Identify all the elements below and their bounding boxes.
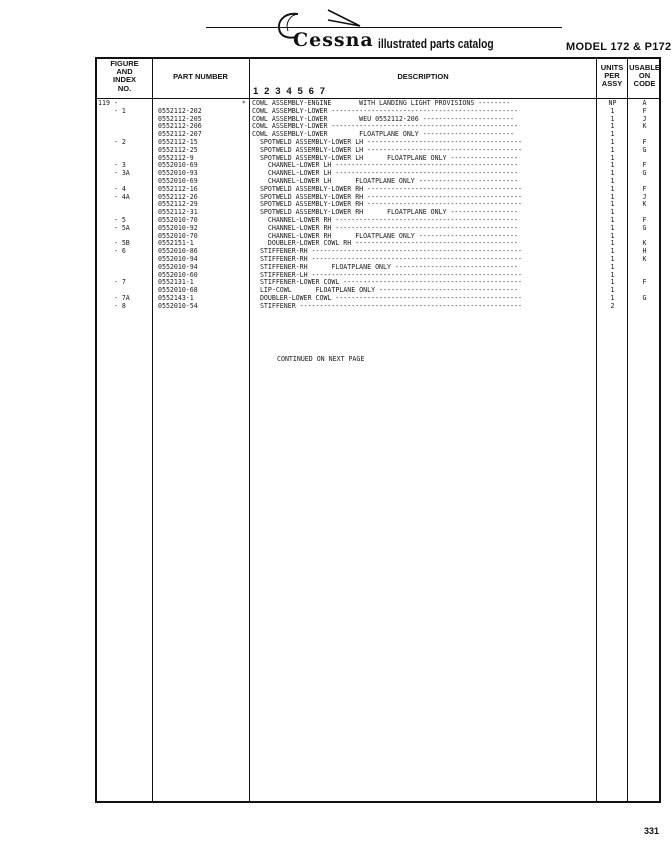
units-per-assy-cell: 1 [610, 215, 615, 224]
logo-wordmark: Cessna [293, 29, 374, 51]
units-per-assy-cell: 1 [610, 161, 615, 170]
usable-code-cell: F [642, 161, 647, 170]
header-divider [95, 98, 661, 99]
continued-note: CONTINUED ON NEXT PAGE [277, 355, 365, 363]
description-cell: DOUBLER-LOWER COWL RH ----------------------------------------- [252, 240, 518, 248]
usable-code-cell: G [642, 169, 647, 178]
units-per-assy-cell: 1 [610, 293, 615, 302]
description-cell: SPOTWELD ASSEMBLY-LOWER RH FLOATPLANE ONLY ----------------- [252, 209, 518, 217]
units-per-assy-cell: 1 [610, 262, 615, 271]
figure-index-cell: - 7A [98, 293, 130, 302]
part-number-cell: 0552010-70 [158, 231, 198, 240]
units-per-assy-cell: 1 [610, 254, 615, 263]
units-per-assy-cell: NP [608, 99, 617, 107]
description-cell: STIFFENER-RH ----------------------------------------------------- [252, 255, 522, 263]
units-per-assy-cell: 1 [610, 184, 615, 193]
part-number-cell: 0552010-94 [158, 254, 198, 263]
part-number-cell: 0552010-86 [158, 247, 198, 256]
part-number-cell: 0552112-206 [158, 122, 202, 131]
table-row [0, 147, 672, 155]
part-number-cell: 0552010-94 [158, 262, 198, 271]
part-number-cell: 0552010-68 [158, 286, 198, 295]
units-per-assy-cell: 1 [610, 176, 615, 185]
description-cell: SPOTWELD ASSEMBLY-LOWER RH --------------------------------------- [252, 193, 522, 201]
units-per-assy-cell: 1 [610, 145, 615, 154]
usable-code-cell: F [642, 278, 647, 287]
figure-index-cell: - 1 [98, 106, 126, 115]
table-row [0, 116, 672, 124]
table-row [0, 225, 672, 233]
figure-index-cell: - 2 [98, 137, 126, 146]
usable-code-cell: J [642, 114, 647, 123]
description-cell: STIFFENER-RH ----------------------------------------------------- [252, 248, 522, 256]
description-cell: STIFFENER-LH ----------------------------------------------------- [252, 271, 522, 279]
usable-code-cell: H [642, 247, 647, 256]
units-column-header [597, 64, 627, 89]
header-line: UNITS [600, 63, 624, 72]
description-cell: COWL ASSEMBLY-LOWER WEU 0552112-206 ----------------------- [252, 115, 515, 123]
usable-code-cell: K [642, 200, 647, 209]
table-row [0, 201, 672, 209]
part-number-cell: 0552112-202 [158, 106, 202, 115]
part-number-cell: 0552112-29 [158, 200, 198, 209]
part-number-cell: 0552010-60 [158, 270, 198, 279]
units-per-assy-cell: 1 [610, 231, 615, 240]
units-per-assy-cell: 1 [610, 239, 615, 248]
header-line: NO. [117, 83, 132, 93]
units-per-assy-cell: 1 [610, 208, 615, 217]
part-number-cell: 0552010-69 [158, 161, 198, 170]
units-per-assy-cell: 1 [610, 130, 615, 139]
figure-index-cell: - 7 [98, 278, 126, 287]
description-cell: CHANNEL-LOWER RH ---------------------------------------------- [252, 216, 518, 224]
usable-code-column-header [628, 64, 661, 89]
catalog-title: illustrated parts catalog [378, 37, 494, 51]
header-line: USABLE [629, 63, 660, 72]
units-per-assy-cell: 1 [610, 200, 615, 209]
units-per-assy-cell: 1 [610, 114, 615, 123]
figure-index-cell: - 5B [98, 239, 130, 248]
description-cell: COWL ASSEMBLY-LOWER FLOATPLANE ONLY ----------------------- [252, 131, 515, 139]
part-number-cell: 0552112-9 [158, 153, 194, 162]
part-number-cell: 0552151-1 [158, 239, 194, 248]
description-cell: SPOTWELD ASSEMBLY-LOWER RH --------------------------------------- [252, 201, 522, 209]
units-per-assy-cell: 1 [610, 223, 615, 232]
header-line: INDEX [113, 75, 136, 85]
usable-code-cell: F [642, 215, 647, 224]
part-number-cell: 0552112-31 [158, 208, 198, 217]
usable-code-cell: F [642, 184, 647, 193]
figure-index-cell: - 5 [98, 215, 126, 224]
usable-code-cell: G [642, 223, 647, 232]
usable-code-cell: K [642, 254, 647, 263]
table-row [0, 123, 672, 131]
usable-code-cell: K [642, 122, 647, 131]
part-number-cell: 0552112-205 [158, 114, 202, 123]
units-per-assy-cell: 1 [610, 106, 615, 115]
part-number-column-header: PART NUMBER [173, 72, 228, 81]
header-rule [206, 27, 562, 28]
description-cell: CHANNEL-LOWER LH ---------------------------------------------- [252, 162, 518, 170]
header-line: CODE [633, 79, 656, 89]
description-cell: STIFFENER -------------------------------------------------------- [252, 302, 522, 310]
usable-code-cell: J [642, 192, 647, 201]
figure-index-cell: - 8 [98, 301, 126, 310]
description-cell: STIFFENER-LOWER COWL --------------------------------------------- [252, 279, 522, 287]
part-number-cell: 0552112-15 [158, 137, 198, 146]
description-cell: SPOTWELD ASSEMBLY-LOWER LH --------------------------------------- [252, 138, 522, 146]
description-cell: LIP-COWL FLOATPLANE ONLY ----------------------------------- [252, 287, 518, 295]
usable-code-cell: G [642, 293, 647, 302]
description-cell: STIFFENER-RH FLOATPLANE ONLY ------------------------------- [252, 263, 518, 271]
description-cell: COWL ASSEMBLY-ENGINE WITH LANDING LIGHT PROVISIONS -------- [252, 100, 511, 107]
description-cell: COWL ASSEMBLY-LOWER ----------------------------------------------- [252, 107, 518, 115]
figure-column-header [97, 60, 152, 93]
units-per-assy-cell: 1 [610, 192, 615, 201]
figure-index-cell: - 3 [98, 161, 126, 170]
figure-index-cell: - 3A [98, 169, 130, 178]
table-row [0, 248, 672, 256]
figure-index-cell: - 4 [98, 184, 126, 193]
part-number-cell: 0552010-69 [158, 176, 198, 185]
part-number-cell: 0552112-16 [158, 184, 198, 193]
units-per-assy-cell: 1 [610, 169, 615, 178]
part-number-cell: 0552010-92 [158, 223, 198, 232]
units-per-assy-cell: 2 [610, 301, 615, 310]
table-row [0, 264, 672, 272]
description-cell: CHANNEL-LOWER RH ---------------------------------------------- [252, 224, 518, 232]
description-cell: CHANNEL-LOWER RH FLOATPLANE ONLY ------------------------- [252, 232, 518, 240]
page-number: 331 [644, 826, 660, 836]
table-row [0, 256, 672, 264]
units-per-assy-cell: 1 [610, 278, 615, 287]
asterisk-mark: * [242, 100, 246, 107]
units-per-assy-cell: 1 [610, 270, 615, 279]
part-number-cell: 0552112-207 [158, 130, 202, 139]
indent-level-numbers: 1 2 3 4 5 6 7 [253, 86, 327, 97]
units-per-assy-cell: 1 [610, 247, 615, 256]
usable-code-cell: F [642, 106, 647, 115]
parts-list [0, 100, 672, 311]
table-row [0, 194, 672, 202]
table-row [0, 170, 672, 178]
table-row [0, 303, 672, 311]
part-number-cell: 0552112-25 [158, 145, 198, 154]
description-cell: COWL ASSEMBLY-LOWER ----------------------------------------------- [252, 123, 518, 131]
table-row [0, 108, 672, 116]
usable-code-cell: A [642, 99, 647, 107]
part-number-cell: 0552112-26 [158, 192, 198, 201]
figure-index-cell: 119 - [98, 99, 118, 107]
usable-code-cell: K [642, 239, 647, 248]
description-cell: DOUBLER-LOWER COWL ----------------------------------------------- [252, 294, 522, 302]
figure-index-cell: - 4A [98, 192, 130, 201]
table-row [0, 279, 672, 287]
part-number-cell: 0552010-54 [158, 301, 198, 310]
table-row [0, 139, 672, 147]
header-line: PER [604, 71, 620, 81]
figure-index-cell: - 5A [98, 223, 130, 232]
header-line: AND [116, 67, 133, 77]
units-per-assy-cell: 1 [610, 137, 615, 146]
description-cell: SPOTWELD ASSEMBLY-LOWER RH --------------------------------------- [252, 185, 522, 193]
description-cell: SPOTWELD ASSEMBLY-LOWER LH FLOATPLANE ONLY ----------------- [252, 154, 518, 162]
usable-code-cell: G [642, 145, 647, 154]
part-number-cell: 0552131-1 [158, 278, 194, 287]
units-per-assy-cell: 1 [610, 153, 615, 162]
units-per-assy-cell: 1 [610, 286, 615, 295]
header-line: ASSY [601, 79, 623, 89]
description-cell: SPOTWELD ASSEMBLY-LOWER LH --------------------------------------- [252, 146, 522, 154]
description-cell: CHANNEL-LOWER LH ---------------------------------------------- [252, 170, 518, 178]
figure-index-cell: - 6 [98, 247, 126, 256]
header-line: ON [638, 71, 651, 81]
part-number-cell: 0552010-93 [158, 169, 198, 178]
model-label: MODEL 172 & P172 [566, 41, 672, 53]
part-number-cell: 0552010-70 [158, 215, 198, 224]
units-per-assy-cell: 1 [610, 122, 615, 131]
part-number-cell: 0552143-1 [158, 293, 194, 302]
usable-code-cell: F [642, 137, 647, 146]
description-cell: CHANNEL-LOWER LH FLOATPLANE ONLY ------------------------- [252, 177, 518, 185]
description-column-header: DESCRIPTION [397, 72, 449, 81]
header-line: FIGURE [110, 59, 139, 68]
